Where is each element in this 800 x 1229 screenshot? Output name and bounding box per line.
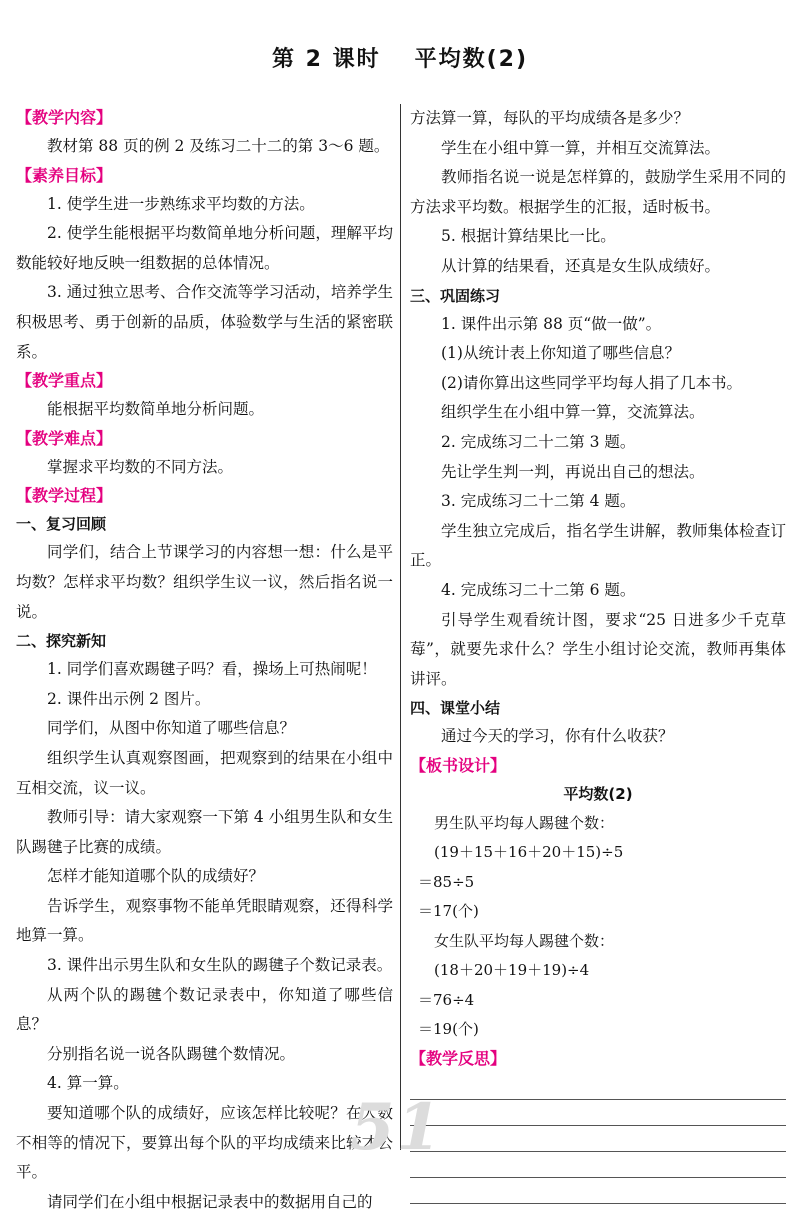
key-heading: 【教学重点】 <box>16 371 113 391</box>
right-column <box>410 104 786 1229</box>
section-2-paragraph: 怎样才能知道哪个队的成绩好？ <box>47 867 265 886</box>
board-boys-label: 男生队平均每人踢毽个数： <box>434 813 615 832</box>
board-girls-label: 女生队平均每人踢毽个数： <box>434 931 615 950</box>
board-boys-step: ＝85÷5 <box>418 872 475 891</box>
section-2-paragraph: 2. 课件出示例 2 图片。 <box>47 689 211 708</box>
board-girls-equation: (18＋20＋19＋19)÷4 <box>434 961 590 980</box>
content-heading: 【教学内容】 <box>16 108 113 127</box>
section-4-heading: 四、课堂小结 <box>410 699 501 718</box>
section-2-paragraph: 3. 课件出示男生队和女生队的踢毽子个数记录表。 <box>47 956 393 975</box>
continued-paragraph: 方法算一算，每队的平均成绩各是多少？ <box>410 109 690 127</box>
section-3-paragraph: 引导学生观看统计图，要求“25 日进多少千克草莓”，就要先求什么？学生小组讨论交流，教师再集体讲评。 <box>410 610 786 688</box>
board-girls-step: ＝76÷4 <box>418 990 475 1009</box>
lesson-topic: 平均数(2) <box>414 47 529 72</box>
section-1-text: 同学们，结合上节课学习的内容想一想：什么是平均数？怎样求平均数？组织学生议一议，然后指名说一说。 <box>16 543 393 621</box>
section-1-heading: 一、复习回顾 <box>16 515 107 534</box>
board-boys-result: ＝17(个) <box>418 902 479 921</box>
reflection-heading: 【教学反思】 <box>410 1048 507 1068</box>
board-boys-equation: (19＋15＋16＋20＋15)÷5 <box>434 843 624 862</box>
section-2-paragraph: 请同学们在小组中根据记录表中的数据用自己的 <box>47 1192 373 1211</box>
section-3-paragraph: 3. 完成练习二十二第 4 题。 <box>441 492 636 511</box>
section-3-heading: 三、巩固练习 <box>410 286 501 305</box>
section-3-paragraph: 先让学生判一判，再说出自己的想法。 <box>441 462 705 481</box>
section-3-paragraph: 4. 完成练习二十二第 6 题。 <box>441 580 636 599</box>
difficulty-text: 掌握求平均数的不同方法。 <box>47 457 234 476</box>
left-column <box>16 104 393 1217</box>
reflection-lines <box>410 1099 786 1204</box>
section-3-paragraph: 学生独立完成后，指名学生讲解，教师集体检查订正。 <box>410 521 786 570</box>
section-3-paragraph: 组织学生在小组中算一算，交流算法。 <box>441 403 705 422</box>
section-2-paragraph: 要知道哪个队的成绩好，应该怎样比较呢？在人数不相等的情况下，要算出每个队的平均成绩来比较才公平。 <box>16 1104 393 1182</box>
page-number: 51 <box>350 1090 444 1165</box>
goal-heading: 【素养目标】 <box>16 165 113 185</box>
goal-2: 2. 使学生能根据平均数简单地分析问题，理解平均数能较好地反映一组数据的总体情况。 <box>16 224 393 272</box>
board-girls-result: ＝19(个) <box>418 1020 479 1039</box>
section-2-paragraph: 告诉学生，观察事物不能单凭眼睛观察，还得科学地算一算。 <box>16 896 393 945</box>
section-2-paragraph: 教师引导：请大家观察一下第 4 小组男生队和女生队踢毽子比赛的成绩。 <box>16 808 393 856</box>
goal-3: 3. 通过独立思考、合作交流等学习活动，培养学生积极思考、勇于创新的品质，体验数学与生活的紧密联系。 <box>16 283 393 361</box>
section-3-paragraph: 1. 课件出示第 88 页“做一做”。 <box>441 314 662 333</box>
section-3-paragraph: (1)从统计表上你知道了哪些信息？ <box>441 344 680 363</box>
process-heading: 【教学过程】 <box>16 486 113 506</box>
section-2-paragraph: 从两个队的踢毽个数记录表中，你知道了哪些信息？ <box>16 985 393 1034</box>
writing-line <box>410 1177 786 1178</box>
section-2-paragraph: 组织学生认真观察图画，把观察到的结果在小组中互相交流，议一议。 <box>16 748 393 797</box>
content-text: 教材第 88 页的例 2 及练习二十二的第 3～6 题。 <box>47 137 390 155</box>
difficulty-heading: 【教学难点】 <box>16 428 113 448</box>
section-2-heading: 二、探究新知 <box>16 632 107 651</box>
page-title <box>0 42 800 73</box>
right-paragraph: 5. 根据计算结果比一比。 <box>441 227 616 246</box>
section-3-paragraph: (2)请你算出这些同学平均每人捐了几本书。 <box>441 373 742 392</box>
right-paragraph: 教师指名说一说是怎样算的，鼓励学生采用不同的方法求平均数。根据学生的汇报，适时板书。 <box>410 168 786 216</box>
column-divider <box>400 104 401 1150</box>
right-paragraph: 学生在小组中算一算，并相互交流算法。 <box>441 138 721 157</box>
board-title: 平均数(2) <box>563 784 633 803</box>
lesson-number: 第 2 课时 <box>271 47 381 72</box>
section-3-paragraph: 2. 完成练习二十二第 3 题。 <box>441 432 636 451</box>
section-2-paragraph: 4. 算一算。 <box>47 1074 129 1093</box>
right-paragraph: 从计算的结果看，还真是女生队成绩好。 <box>441 256 721 275</box>
section-4-paragraph: 通过今天的学习，你有什么收获？ <box>441 727 674 746</box>
section-2-paragraph: 1. 同学们喜欢踢毽子吗？看，操场上可热闹呢！ <box>47 660 377 679</box>
board-heading: 【板书设计】 <box>410 755 507 775</box>
section-2-paragraph: 分别指名说一说各队踢毽个数情况。 <box>47 1044 296 1063</box>
goal-1: 1. 使学生进一步熟练求平均数的方法。 <box>47 194 315 213</box>
writing-line <box>410 1125 786 1126</box>
writing-line <box>410 1151 786 1152</box>
section-2-paragraph: 同学们，从图中你知道了哪些信息？ <box>47 719 296 738</box>
writing-line <box>410 1099 786 1100</box>
writing-line <box>410 1203 786 1204</box>
key-text: 能根据平均数简单地分析问题。 <box>47 400 265 419</box>
